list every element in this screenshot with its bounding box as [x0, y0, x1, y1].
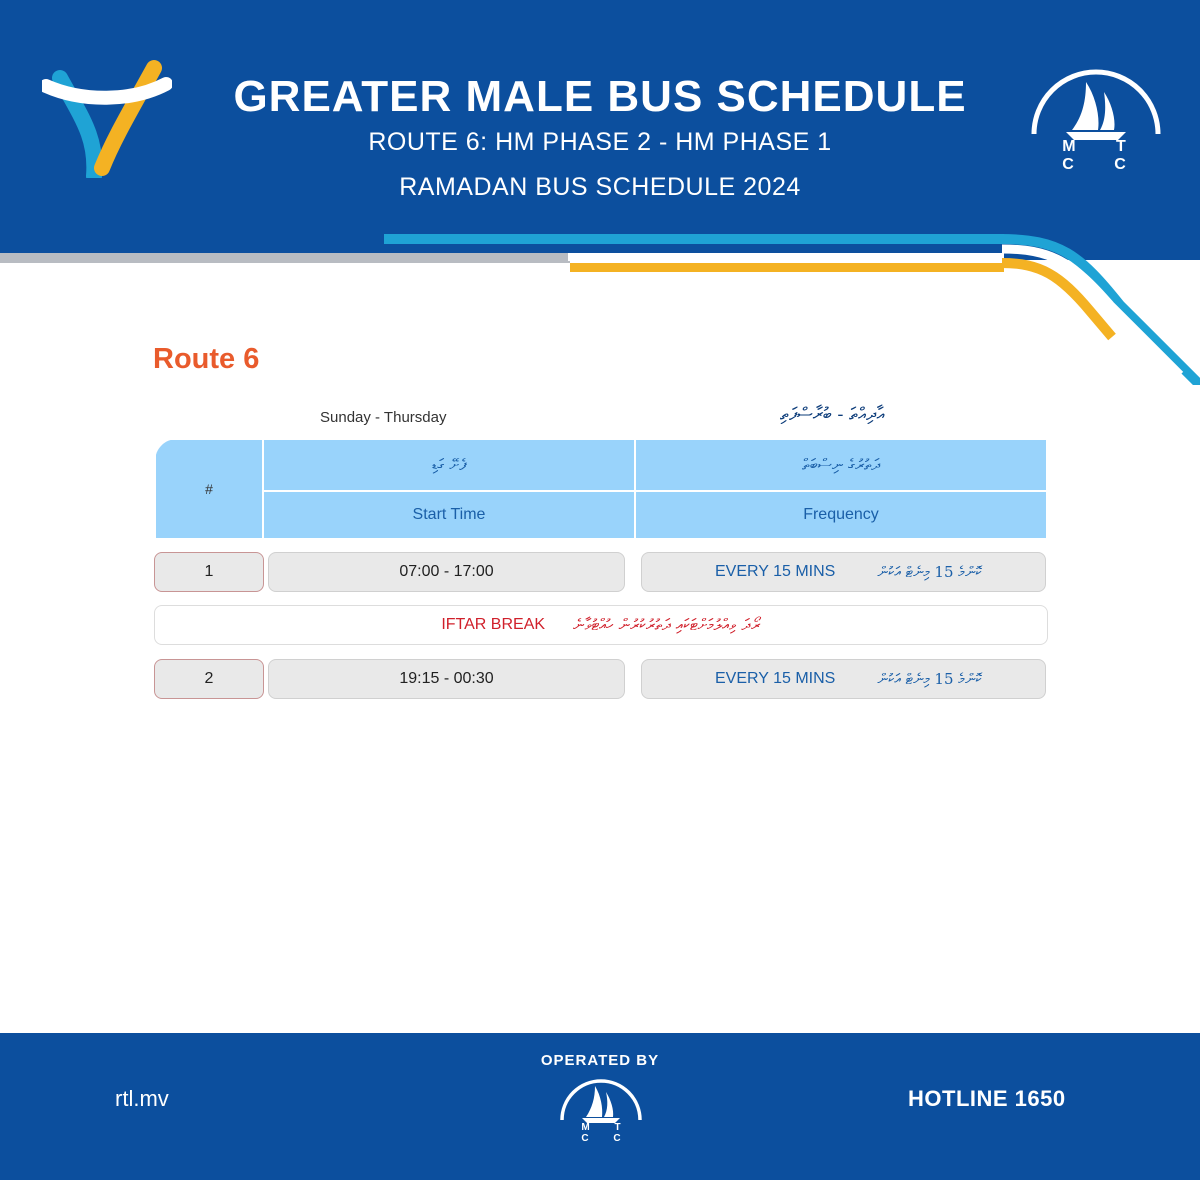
page-title: GREATER MALE BUS SCHEDULE	[233, 72, 967, 121]
frequency-header: Frequency	[635, 491, 1047, 539]
start-time-header-dhivehi: ފެށޭ ގަޑި	[263, 439, 635, 491]
website-link[interactable]: rtl.mv	[115, 1086, 169, 1111]
row-index: 2	[154, 659, 264, 699]
frequency-text: EVERY 15 MINS	[715, 563, 836, 580]
index-column-header: #	[155, 439, 263, 539]
start-time-header: Start Time	[263, 491, 635, 539]
row-start-time: 07:00 - 17:00	[268, 552, 625, 592]
frequency-text-dhivehi: ކޮންމެ 15 މިނެޓް އަކުން	[877, 670, 982, 688]
schedule-header	[154, 438, 1048, 540]
route-subtitle: ROUTE 6: HM PHASE 2 - HM PHASE 1	[368, 128, 832, 156]
hotline-label: HOTLINE 1650	[908, 1086, 1066, 1111]
row-frequency	[641, 552, 1046, 592]
days-label-dhivehi: އާދިއްތަ - ބުރާސްފަތި	[780, 404, 885, 425]
iftar-break-label: IFTAR BREAK	[441, 616, 546, 633]
iftar-break-banner	[154, 605, 1048, 645]
operated-by-label: OPERATED BY	[540, 1052, 660, 1069]
iftar-break-label-dhivehi: ރޯދަ ވިއްލުމަށްޓަކައި ދަތުރުކުރުން ހުއްޓުވާނެ	[573, 615, 761, 634]
footer-mtcc-text: M T C C	[581, 1122, 632, 1144]
row-frequency	[641, 659, 1046, 699]
days-label: Sunday - Thursday	[320, 409, 447, 426]
route-heading: Route 6	[153, 343, 260, 375]
mtcc-logo-text: M T C C	[1062, 138, 1144, 173]
frequency-text: EVERY 15 MINS	[715, 670, 836, 687]
frequency-header-dhivehi: ދަތުރުގެ ނިސްބަތް	[635, 439, 1047, 491]
schedule-subtitle: RAMADAN BUS SCHEDULE 2024	[399, 173, 801, 201]
frequency-text-dhivehi: ކޮންމެ 15 މިނެޓް އަކުން	[877, 563, 982, 581]
row-index: 1	[154, 552, 264, 592]
row-start-time: 19:15 - 00:30	[268, 659, 625, 699]
footer-mtcc-logo-icon	[556, 1076, 646, 1126]
